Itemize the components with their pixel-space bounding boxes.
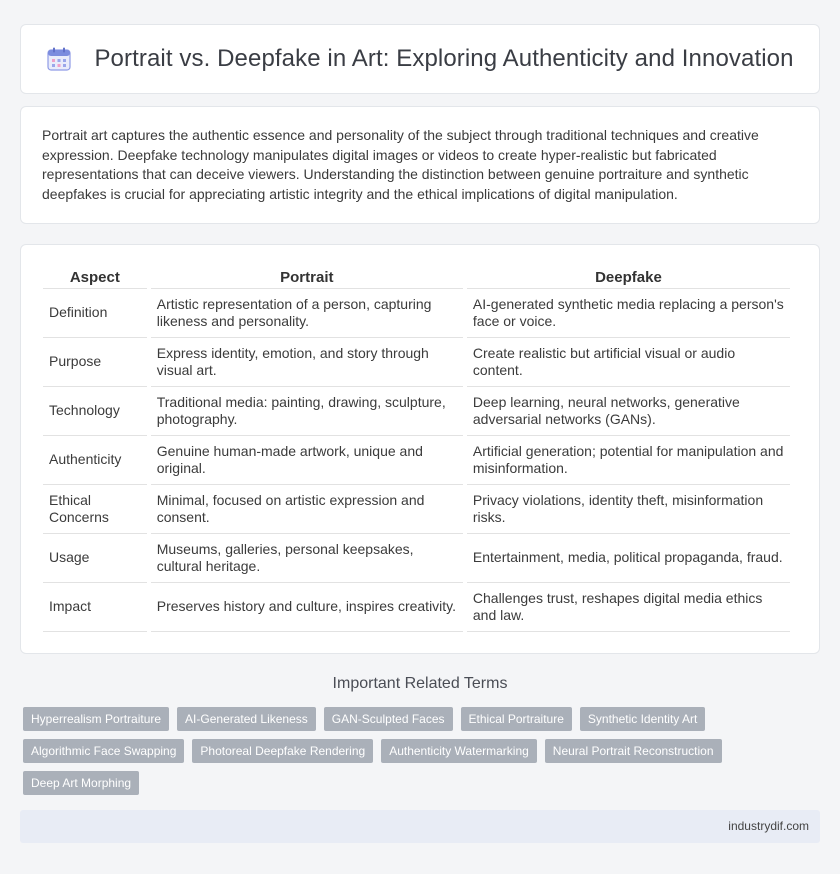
aspect-cell: Impact: [43, 583, 147, 632]
term-tag[interactable]: Ethical Portraiture: [461, 707, 572, 731]
intro-card: [20, 106, 820, 224]
term-tag[interactable]: Neural Portrait Reconstruction: [545, 739, 722, 763]
term-tag[interactable]: Algorithmic Face Swapping: [23, 739, 184, 763]
deepfake-cell: Privacy violations, identity theft, misinformation risks.: [467, 485, 790, 534]
comparison-card: [20, 244, 820, 654]
calendar-icon: [46, 46, 72, 72]
table-row: [43, 289, 790, 338]
deepfake-cell: Entertainment, media, political propaganda, fraud.: [467, 534, 790, 583]
portrait-cell: Minimal, focused on artistic expression and consent.: [151, 485, 463, 534]
footer: [20, 810, 820, 843]
table-header-row: [43, 265, 790, 289]
portrait-cell: Preserves history and culture, inspires creativity.: [151, 583, 463, 632]
table-row: [43, 338, 790, 387]
term-tag[interactable]: AI-Generated Likeness: [177, 707, 316, 731]
related-terms-heading: Important Related Terms: [332, 675, 508, 692]
header-portrait: Portrait: [151, 265, 463, 289]
table-row: [43, 583, 790, 632]
deepfake-cell: Artificial generation; potential for manipulation and misinformation.: [467, 436, 790, 485]
comparison-table: [39, 265, 794, 632]
table-row: [43, 387, 790, 436]
table-row: [43, 485, 790, 534]
term-tag[interactable]: Hyperrealism Portraiture: [23, 707, 169, 731]
aspect-cell: Definition: [43, 289, 147, 338]
aspect-cell: Usage: [43, 534, 147, 583]
header-aspect: Aspect: [43, 265, 147, 289]
term-tag[interactable]: GAN-Sculpted Faces: [324, 707, 453, 731]
term-tag[interactable]: Authenticity Watermarking: [381, 739, 537, 763]
term-tag[interactable]: Deep Art Morphing: [23, 771, 139, 795]
footer-site-link[interactable]: industrydif.com: [728, 819, 809, 833]
intro-paragraph: Portrait art captures the authentic essence and personality of the subject through traditional techniques and creative expression. Deepfake technology manipulates digital images or videos to create hyper-realistic but fabricated representations that can deceive viewers. Understanding the distinction between genuine portraiture and synthetic deepfakes is crucial for appreciating artistic integrity and the ethical implications of digital manipulation.: [42, 127, 759, 202]
related-terms-list: [23, 707, 803, 803]
deepfake-cell: Create realistic but artificial visual or audio content.: [467, 338, 790, 387]
portrait-cell: Express identity, emotion, and story through visual art.: [151, 338, 463, 387]
aspect-cell: Technology: [43, 387, 147, 436]
deepfake-cell: Deep learning, neural networks, generative adversarial networks (GANs).: [467, 387, 790, 436]
deepfake-cell: Challenges trust, reshapes digital media ethics and law.: [467, 583, 790, 632]
aspect-cell: Authenticity: [43, 436, 147, 485]
aspect-cell: Ethical Concerns: [43, 485, 147, 534]
header-deepfake: Deepfake: [467, 265, 790, 289]
table-row: [43, 534, 790, 583]
term-tag[interactable]: Photoreal Deepfake Rendering: [192, 739, 373, 763]
aspect-cell: Purpose: [43, 338, 147, 387]
deepfake-cell: AI-generated synthetic media replacing a person's face or voice.: [467, 289, 790, 338]
portrait-cell: Museums, galleries, personal keepsakes, cultural heritage.: [151, 534, 463, 583]
portrait-cell: Genuine human-made artwork, unique and original.: [151, 436, 463, 485]
portrait-cell: Traditional media: painting, drawing, sculpture, photography.: [151, 387, 463, 436]
portrait-cell: Artistic representation of a person, capturing likeness and personality.: [151, 289, 463, 338]
table-row: [43, 436, 790, 485]
title-card: [20, 24, 820, 94]
term-tag[interactable]: Synthetic Identity Art: [580, 707, 705, 731]
page-title: Portrait vs. Deepfake in Art: Exploring Authenticity and Innovation: [94, 45, 794, 72]
